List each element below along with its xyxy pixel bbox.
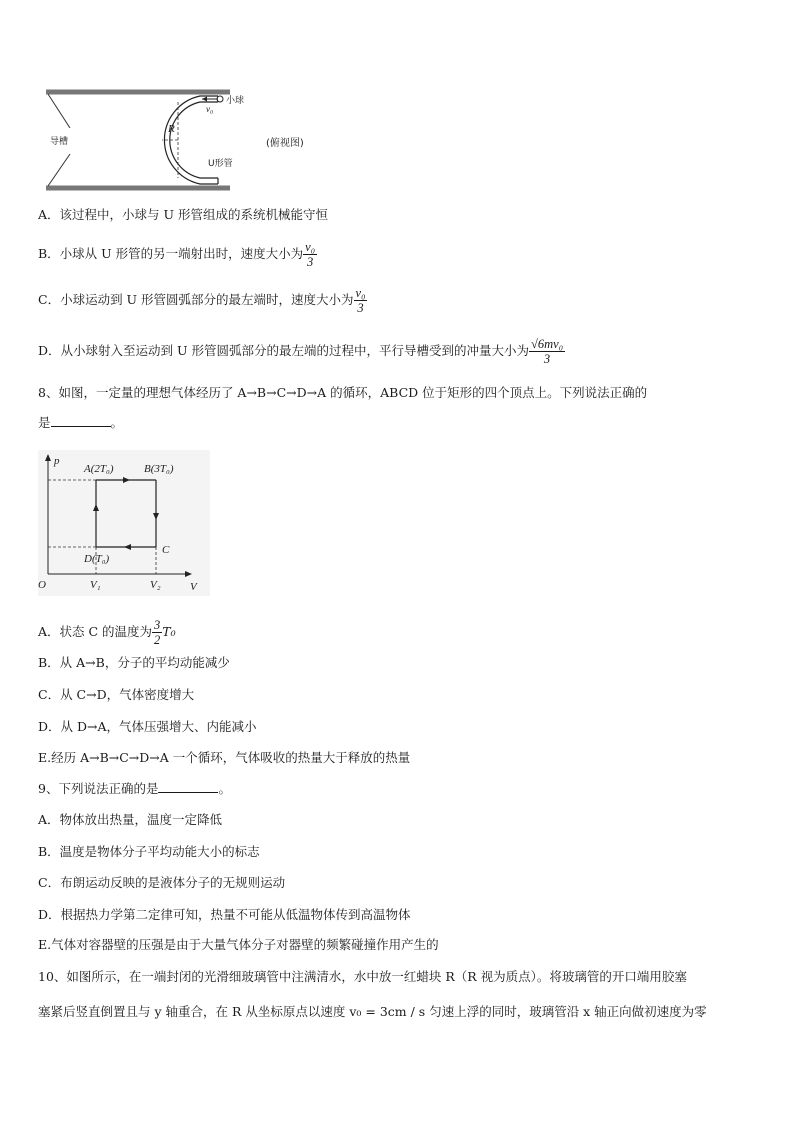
- q7-option-d: [38, 337, 565, 366]
- q7-option-c-fraction: [354, 286, 368, 315]
- tick-v2-label: V₂: [150, 579, 161, 591]
- velocity-arrowhead: [202, 97, 207, 102]
- q9-stem: [38, 780, 231, 798]
- q8-stem-line1: 8、如图，一定量的理想气体经历了 A→B→C→D→A 的循环，ABCD 位于矩形的四个顶点上。下列说法正确的: [38, 385, 648, 400]
- q7-option-c: [38, 286, 367, 315]
- q9-option-b: B．温度是物体分子平均动能大小的标志: [38, 844, 260, 859]
- arrow-cd: [124, 544, 131, 550]
- q7-option-d-fraction: [529, 337, 565, 366]
- arrow-bc: [153, 513, 159, 520]
- q9-option-e: E.气体对容器壁的压强是由于大量气体分子对器壁的频繁碰撞作用产生的: [38, 937, 439, 952]
- q9-option-a: A．物体放出热量，温度一定降低: [38, 812, 223, 827]
- q10-stem-line2: 塞紧后竖直倒置且与 y 轴重合，在 R 从坐标原点以速度 v₀ = 3cm / s 匀速上浮的同时，玻璃管沿 x 轴正向做初速度为零: [38, 1004, 707, 1019]
- q8-option-a-den: 2: [154, 633, 161, 647]
- q7-option-d-num: √6mv₀: [531, 337, 564, 351]
- q8-option-a-fraction: [152, 618, 162, 647]
- q7-option-b-den: 3: [307, 255, 314, 269]
- q10-stem-line1: 10、如图所示，在一端封闭的光滑细玻璃管中注满清水，水中放一红蜡块 R（R 视为质点）。将玻璃管的开口端用胶塞: [38, 969, 687, 984]
- pv-diagram: [38, 450, 210, 596]
- q8-option-e: E.经历 A→B→C→D→A 一个循环，气体吸收的热量大于释放的热量: [38, 750, 411, 765]
- origin-label: O: [38, 579, 46, 591]
- tick-v1-label: V₁: [90, 579, 101, 591]
- q7-option-b-num: v₀: [305, 240, 316, 254]
- arrow-da: [93, 504, 99, 511]
- q7-option-b-fraction: [303, 240, 317, 269]
- v-axis-arrow: [185, 571, 192, 577]
- q8-stem-line2: [38, 414, 123, 432]
- q7-option-a: A．该过程中，小球与 U 形管组成的系统机械能守恒: [38, 207, 329, 222]
- point-b-label: B(3T₀): [144, 463, 174, 475]
- q9-option-d: D．根据热力学第二定律可知，热量不可能从低温物体传到高温物体: [38, 907, 411, 922]
- view-label: (俯视图): [266, 138, 304, 149]
- q7-option-d-text: D．从小球射入至运动到 U 形管圆弧部分的最左端的过程中，平行导槽受到的冲量大小为: [38, 343, 530, 358]
- groove-left-bottom-diag: [48, 154, 70, 186]
- tube-label: U形管: [208, 159, 233, 169]
- q8-answer-blank: [51, 414, 111, 427]
- q8-option-a-num: 3: [154, 618, 161, 632]
- q7-option-c-text: C．小球运动到 U 形管圆弧部分的最左端时，速度大小为: [38, 292, 354, 307]
- q8-option-d: D．从 D→A，气体压强增大、内能减小: [38, 719, 257, 734]
- q7-option-c-den: 3: [357, 301, 364, 315]
- q8-stem-prefix: 是: [38, 415, 51, 430]
- v-axis-label: V: [190, 581, 197, 593]
- point-d-label: D(T₀): [84, 553, 110, 565]
- q8-option-a: [38, 618, 176, 647]
- q9-answer-blank: [158, 780, 218, 793]
- q8-option-b: B．从 A→B，分子的平均动能减少: [38, 655, 230, 670]
- q7-option-b: [38, 240, 317, 269]
- q8-option-a-text: A．状态 C 的温度为: [38, 624, 153, 639]
- velocity-label: v₀: [206, 104, 214, 114]
- q9-stem-text: 9、下列说法正确的是: [38, 781, 159, 796]
- arrow-ab: [123, 477, 130, 483]
- radius-label: R: [168, 123, 175, 135]
- q8-stem-end: 。: [110, 415, 124, 430]
- groove-label: 导槽: [50, 137, 69, 147]
- p-axis-label: p: [54, 455, 60, 467]
- q7-option-b-text: B．小球从 U 形管的另一端射出时，速度大小为: [38, 246, 304, 261]
- q9-option-c: C．布朗运动反映的是液体分子的无规则运动: [38, 875, 286, 890]
- q9-stem-end: 。: [218, 781, 231, 796]
- groove-left-top-diag: [48, 94, 70, 128]
- p-axis-arrow: [45, 454, 51, 461]
- q7-option-c-num: v₀: [355, 286, 366, 300]
- q8-option-c: C．从 C→D，气体密度增大: [38, 687, 195, 702]
- point-c-label: C: [162, 544, 170, 556]
- u-tube-figure: [40, 84, 330, 196]
- point-a-label: A(2T₀): [84, 463, 114, 475]
- q7-option-d-den: 3: [543, 352, 551, 366]
- ball-label: 小球: [226, 96, 245, 106]
- q8-option-a-tail: T₀: [162, 624, 176, 639]
